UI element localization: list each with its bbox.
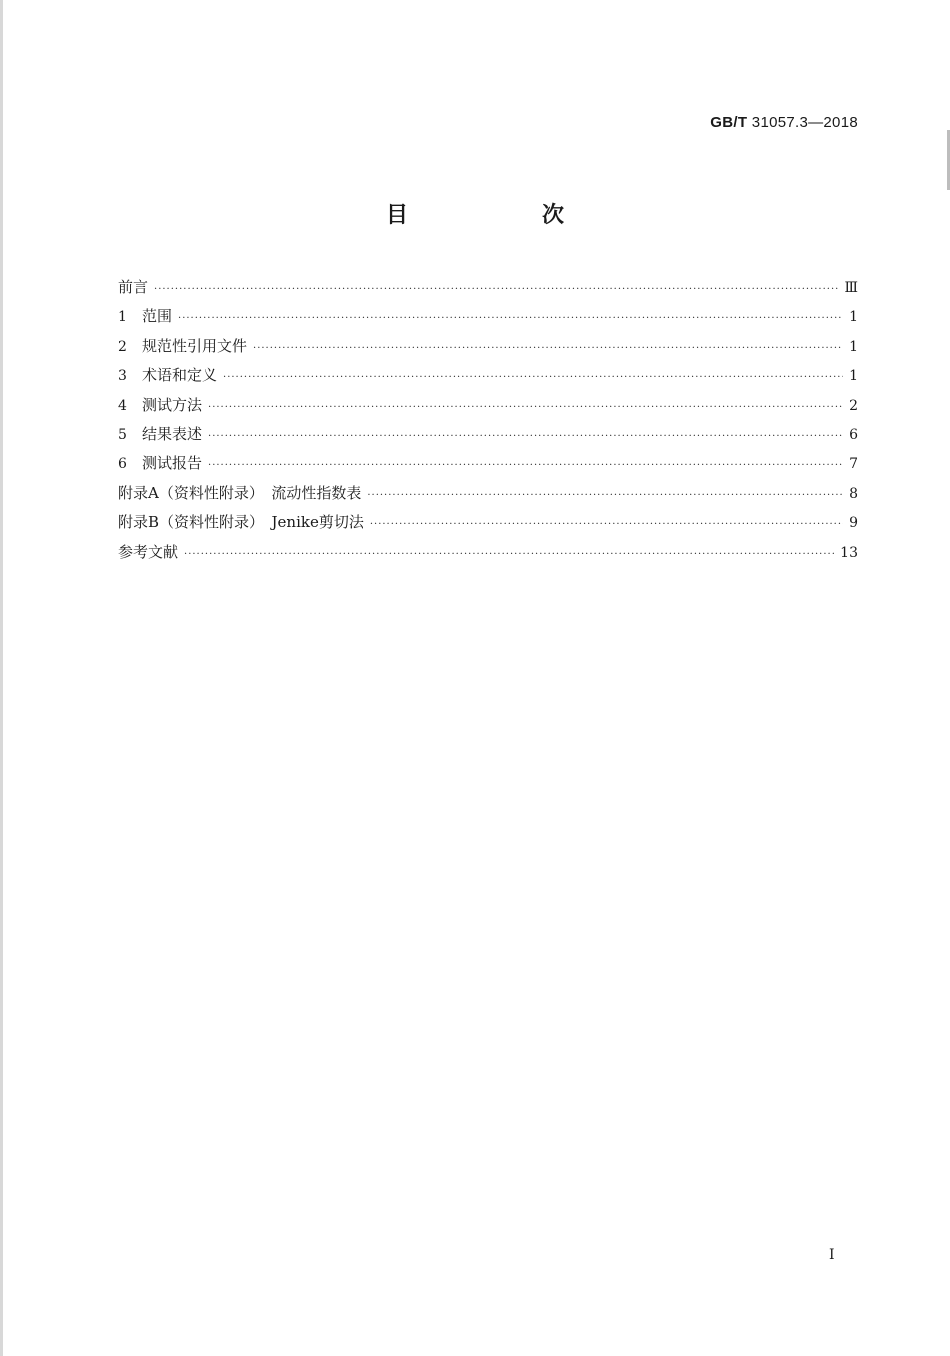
standard-code	[710, 114, 858, 131]
toc-entry-page: 1	[849, 309, 858, 326]
toc-entry-number: 3	[118, 368, 127, 385]
toc-entry-annex-a[interactable]	[118, 482, 858, 511]
toc-entry-foreword[interactable]	[118, 276, 858, 305]
toc-entry-label: 附录B（资料性附录） Jenike剪切法	[118, 513, 364, 532]
toc-entry-page: 8	[849, 485, 858, 502]
table-of-contents	[118, 276, 858, 570]
toc-entry-page: 7	[849, 456, 858, 473]
toc-dot-leader	[154, 279, 838, 301]
page-number: I	[829, 1247, 835, 1263]
toc-dot-leader	[184, 544, 834, 566]
toc-entry-3[interactable]	[118, 364, 858, 393]
toc-dot-leader	[178, 308, 843, 330]
toc-entry-number: 2	[118, 338, 127, 355]
toc-entry-label: 结果表述	[142, 424, 203, 443]
toc-entry-page: 9	[849, 515, 858, 532]
toc-dot-leader	[367, 485, 843, 507]
toc-entry-6[interactable]	[118, 452, 858, 481]
toc-entry-label: 术语和定义	[142, 366, 218, 385]
toc-entry-annex-b[interactable]	[118, 511, 858, 540]
toc-entry-page: 2	[849, 397, 858, 414]
toc-entry-number: 6	[118, 456, 127, 473]
toc-entry-label: 附录A（资料性附录） 流动性指数表	[118, 483, 362, 502]
toc-entry-label: 范围	[142, 307, 173, 326]
toc-entry-page: 6	[849, 426, 858, 443]
toc-entry-number: 1	[118, 309, 127, 326]
standard-prefix: GB/T	[710, 114, 748, 131]
toc-dot-leader	[208, 426, 843, 448]
toc-entry-number: 4	[118, 397, 127, 414]
toc-entry-page: 1	[849, 368, 858, 385]
toc-entry-page: 1	[849, 338, 858, 355]
toc-entry-2[interactable]	[118, 335, 858, 364]
toc-dot-leader	[253, 338, 843, 360]
toc-entry-page: Ⅲ	[844, 280, 858, 296]
toc-dot-leader	[370, 514, 843, 536]
toc-entry-number: 5	[118, 426, 127, 443]
standard-number: 31057.3—2018	[751, 114, 858, 131]
toc-entry-label: 测试方法	[142, 395, 203, 414]
toc-entry-4[interactable]	[118, 394, 858, 423]
toc-entry-bibliography[interactable]	[118, 541, 858, 570]
toc-entry-label: 测试报告	[142, 454, 203, 473]
toc-dot-leader	[208, 397, 843, 419]
toc-entry-label: 前言	[118, 278, 149, 296]
toc-dot-leader	[223, 367, 843, 389]
toc-entry-page: 13	[840, 544, 858, 561]
toc-entry-5[interactable]	[118, 423, 858, 452]
toc-entry-label: 参考文献	[118, 542, 179, 561]
toc-entry-label: 规范性引用文件	[142, 336, 248, 355]
toc-dot-leader	[208, 455, 843, 477]
toc-entry-1[interactable]	[118, 305, 858, 334]
page-title: 目 次	[385, 203, 620, 228]
